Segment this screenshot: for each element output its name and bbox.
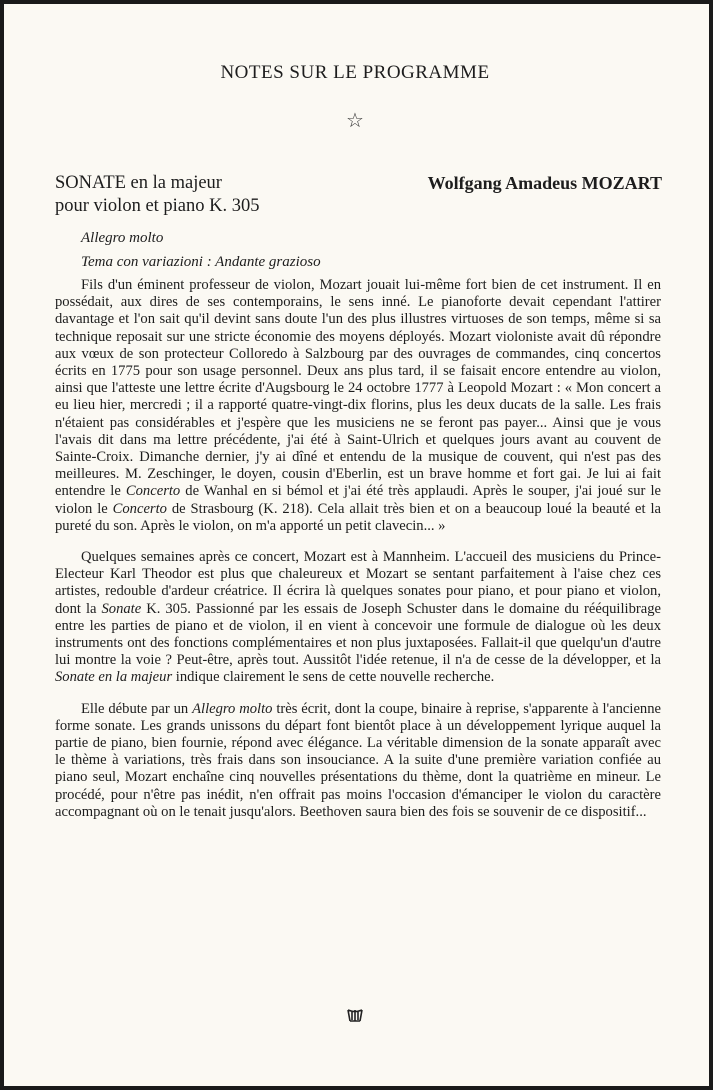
work-title-line-2: pour violon et piano K. 305 (55, 196, 260, 216)
paragraph (55, 701, 661, 821)
paragraph-text: Elle débute par un (81, 700, 193, 717)
body-text (55, 277, 661, 835)
italic-text: Concerto (125, 483, 181, 500)
publisher-emblem-icon (48, 1007, 662, 1028)
paragraph-text: indique clairement le sens de cette nouvelle recherche. (172, 669, 495, 686)
italic-text: Sonate (101, 600, 142, 617)
paragraph (55, 277, 661, 535)
italic-text: Sonate en la majeur (55, 669, 173, 686)
work-title-line-1: SONATE en la majeur (55, 173, 222, 193)
paragraph (55, 549, 661, 687)
paragraph-text: de Wanhal en si bémol et j'ai été très applaudi. Après le souper, j'ai joué sur le violon le (55, 483, 661, 517)
paragraph-text: très écrit, dont la coupe, binaire à reprise, s'apparente à l'ancienne forme sonate. Les grands unissons du départ font bientôt place à un développement lyrique auquel la partie de piano, bien fournie, répond avec élégance. La véritable dimension de la sonate apparaît avec le thème à variations, très frais dans son insouciance. A la suite d'une première variation confiée au piano seul, Mozart enchaîne cinq nouvelles présentations du thème, dont la quatrième en mineur. Le procédé, pour n'être pas inédit, n'en offrait pas moins l'occasion d'émanciper le violon du caractère accompagnant où on le tenait jusqu'alors. Beethoven saura bien des fois se souvenir de ce dispositif... (55, 700, 661, 820)
paragraph-text: K. 305. Passionné par les essais de Joseph Schuster dans le domaine du rééquilibrage entre les parties de piano et de violon, il en vient à concevoir une formule de dialogue où les deux instruments ont des fonctions complémentaires et non plus juxtaposées. Fallait-il que quelqu'un d'autre lui montre la voie ? Peut-être, après tout. Aussitôt l'idée retenue, il n'a de cesse de la développer, et la (55, 600, 661, 669)
movement-list (81, 226, 321, 274)
italic-text: Allegro molto (192, 700, 273, 717)
page-title: NOTES SUR LE PROGRAMME (220, 62, 490, 83)
italic-text: Concerto (112, 500, 167, 517)
paragraph-text: Quelques semaines après ce concert, Mozart est à Mannheim. L'accueil des musiciens du Prince-Electeur Karl Theodor est plus que chaleureux et Mozart se sentant parfaitement à l'aise chez ces artistes, redouble d'ardeur créatrice. Il écrira là quelques sonates pour piano, et pour piano et violon, dont la (55, 549, 661, 617)
document-page (4, 4, 709, 1086)
movement-2: Tema con variazioni : Andante grazioso (81, 254, 321, 270)
movement-1: Allegro molto (81, 230, 164, 246)
lyre-emblem-icon (346, 1009, 364, 1023)
paragraph-text: de Strasbourg (K. 218). Cela allait très bien et on a beaucoup loué la beauté et la pureté du son. Après le violon, on m'a apporté un petit clavecin... » (55, 500, 661, 534)
composer-name: Wolfgang Amadeus MOZART (427, 173, 662, 193)
work-title (55, 172, 260, 218)
paragraph-text: Fils d'un éminent professeur de violon, Mozart jouait lui-même fort bien de cet instrument. Il en possédait, aux dires de ses contemporains, le sens inné. Le pianoforte devait cependant l'attirer davantage et l'on sait qu'il devint sans doute l'un des plus illustres virtuoses de son temps, même si sa technique reposait sur une stricte économie des moyens déployés. Mozart violoniste avait dû répondre aux vœux de son protecteur Colloredo à Salzbourg par des ouvrages de commandes, cinq concertos écrits en 1775 pour son usage personnel. Deux ans plus tard, il se faisait encore entendre au violon, ainsi que l'atteste une lettre écrite d'Augsbourg le 24 octobre 1777 à Leopold Mozart : « Mon concert a eu lieu hier, mercredi ; il a rapporté quatre-vingt-dix florins, plus les deux ducats de la salle. Les frais n'étaient pas considérables et j'espère que les musiciens ne se feront pas payer... Ainsi que je vous l'avais dit dans ma lettre précédente, j'ai été à Saint-Ulrich et quelques jours avant au couvent de Sainte-Croix. Dimanche dernier, j'y ai dîné et entendu de la musique de couvent, qui n'est pas des meilleures. M. Zeschinger, le doyen, cousin d'Eberlin, est un brave homme et fort gai. Je lui ai fait entendre le (55, 277, 661, 500)
star-ornament-icon: ☆ (346, 110, 364, 132)
